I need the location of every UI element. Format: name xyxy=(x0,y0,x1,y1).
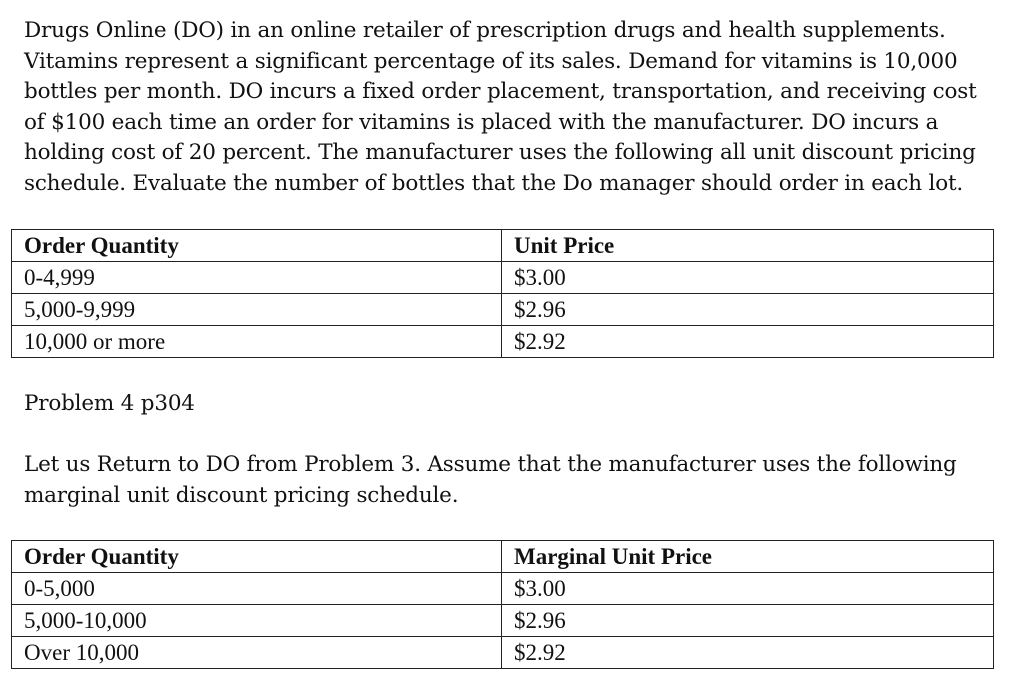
marginal-discount-table xyxy=(11,540,994,669)
order-quantity-cell: 10,000 or more xyxy=(12,326,502,358)
unit-price-cell: $2.96 xyxy=(502,294,994,326)
unit-price-cell: $2.92 xyxy=(502,326,994,358)
unit-price-cell: $3.00 xyxy=(502,262,994,294)
marginal-unit-price-cell: $2.96 xyxy=(502,605,994,637)
order-quantity-cell: 5,000-10,000 xyxy=(12,605,502,637)
problem-paragraph xyxy=(24,450,957,511)
paragraph-line: marginal unit discount pricing schedule. xyxy=(24,482,459,508)
paragraph-line: bottles per month. DO incurs a fixed order placement, transportation, and receiving cost xyxy=(24,79,977,104)
paragraph-line: Let us Return to DO from Problem 3. Assume that the manufacturer uses the following xyxy=(24,452,957,477)
paragraph-line: Vitamins represent a significant percentage of its sales. Demand for vitamins is 10,000 xyxy=(24,48,958,74)
table-row xyxy=(12,262,994,294)
table-row xyxy=(12,294,994,326)
table-row xyxy=(12,605,994,637)
column-header-unit-price: Unit Price xyxy=(502,230,994,262)
table-row xyxy=(12,573,994,605)
order-quantity-cell: Over 10,000 xyxy=(12,637,502,669)
column-header-order-quantity: Order Quantity xyxy=(12,230,502,262)
paragraph-line: holding cost of 20 percent. The manufacturer uses the following all unit discount pricing xyxy=(24,140,976,165)
table-header-row xyxy=(12,541,994,573)
paragraph-line: Drugs Online (DO) in an online retailer of prescription drugs and health supplements. xyxy=(24,18,946,43)
marginal-unit-price-cell: $3.00 xyxy=(502,573,994,605)
table-header-row xyxy=(12,230,994,262)
column-header-marginal-unit-price: Marginal Unit Price xyxy=(502,541,994,573)
order-quantity-cell: 5,000-9,999 xyxy=(12,294,502,326)
problem-label-text: Problem 4 p304 xyxy=(24,391,195,416)
paragraph-line: schedule. Evaluate the number of bottles that the Do manager should order in each lot. xyxy=(24,170,964,196)
all-unit-discount-table xyxy=(11,229,994,358)
marginal-unit-price-cell: $2.92 xyxy=(502,637,994,669)
problem-label xyxy=(24,389,195,420)
column-header-order-quantity: Order Quantity xyxy=(12,541,502,573)
table-row xyxy=(12,637,994,669)
order-quantity-cell: 0-5,000 xyxy=(12,573,502,605)
paragraph-line: of $100 each time an order for vitamins is placed with the manufacturer. DO incurs a xyxy=(24,109,939,135)
intro-paragraph xyxy=(24,16,977,199)
table-row xyxy=(12,326,994,358)
order-quantity-cell: 0-4,999 xyxy=(12,262,502,294)
